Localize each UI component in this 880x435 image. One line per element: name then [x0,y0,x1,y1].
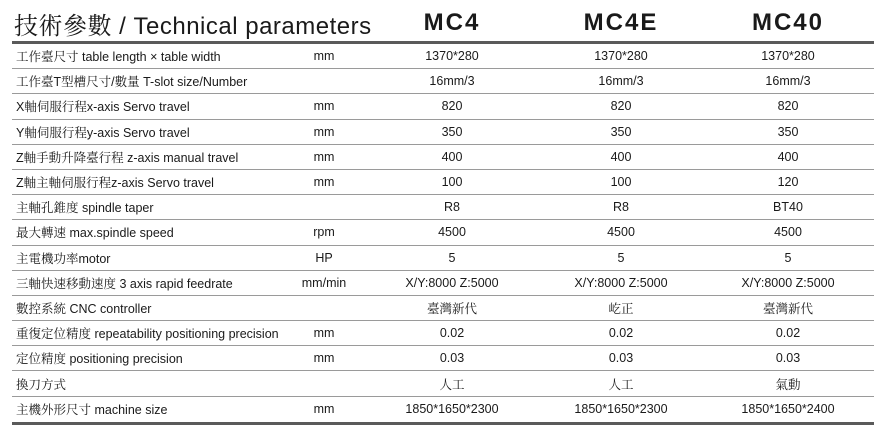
value-mc40: 5 [784,250,792,265]
value-mc4e: 4500 [607,225,635,240]
param-unit: mm [313,402,335,417]
value-mc40: 氣動 [775,377,801,392]
value-mc4: 820 [441,99,463,114]
value-mc4e: 1370*280 [594,49,648,64]
value-mc4e: 屹正 [608,301,634,316]
param-name: 主電機功率motor [16,251,111,266]
value-mc40: 120 [777,175,799,190]
table-row [12,397,874,422]
value-mc40: 0.03 [775,351,801,366]
page-title: 技術參數 / Technical parameters [14,13,372,40]
value-mc4: 1850*1650*2300 [405,402,499,417]
param-name: Z軸主軸伺服行程z-axis Servo travel [16,176,214,191]
value-mc4e: 人工 [608,377,634,392]
param-name: 工作臺T型槽尺寸/數量 T-slot size/Number [16,75,248,90]
value-mc4: 0.02 [439,326,465,341]
value-mc40: 4500 [774,225,802,240]
header [0,0,880,40]
value-mc4: 350 [441,124,463,139]
param-unit: mm [313,351,335,366]
param-name: 換刀方式 [16,377,67,392]
table-row [12,195,874,220]
table-row [12,371,874,396]
value-mc40: 820 [777,99,799,114]
value-mc4: R8 [444,200,460,215]
table-row [12,246,874,271]
param-unit: HP [315,250,333,265]
model-header-1: MC4 [423,9,481,36]
value-mc4e: 5 [617,250,625,265]
value-mc4e: 16mm/3 [598,74,644,89]
value-mc40: 臺灣新代 [762,301,813,316]
table-row [12,120,874,145]
param-unit [274,195,374,219]
value-mc40: X/Y:8000 Z:5000 [741,275,835,290]
param-unit: mm [313,175,335,190]
param-name: Z軸手動升降臺行程 z-axis manual travel [16,150,239,165]
param-name: 三軸快速移動速度 3 axis rapid feedrate [16,276,233,291]
param-name: 工作臺尺寸 table length × table width [16,50,221,65]
value-mc4: 400 [441,149,463,164]
table-row [12,94,874,119]
table-row [12,220,874,245]
table-row [12,170,874,195]
param-unit [274,69,374,93]
model-header-3: MC40 [751,9,825,36]
value-mc40: 16mm/3 [765,74,811,89]
value-mc40: BT40 [773,200,803,215]
param-unit: mm [313,326,335,341]
value-mc4e: 1850*1650*2300 [574,402,668,417]
value-mc4: 100 [441,175,463,190]
param-unit: mm/min [301,275,347,290]
table-row [12,69,874,94]
value-mc40: 350 [777,124,799,139]
param-name: 主機外形尺寸 machine size [16,403,168,418]
param-unit: mm [313,124,335,139]
value-mc4: 臺灣新代 [426,301,477,316]
value-mc4: X/Y:8000 Z:5000 [405,275,499,290]
table-row [12,44,874,69]
param-name: X軸伺服行程x-axis Servo travel [16,100,190,115]
value-mc4: 0.03 [439,351,465,366]
value-mc4e: X/Y:8000 Z:5000 [574,275,668,290]
table-row [12,346,874,371]
value-mc4e: R8 [613,200,629,215]
value-mc4: 4500 [438,225,466,240]
param-name: 最大轉速 max.spindle speed [16,226,174,241]
param-name: 重復定位精度 repeatability positioning precision [16,327,279,342]
value-mc4: 人工 [439,377,465,392]
param-unit [274,296,374,320]
value-mc4: 5 [448,250,456,265]
model-header-2: MC4E [583,9,659,36]
value-mc4e: 100 [610,175,632,190]
value-mc40: 400 [777,149,799,164]
value-mc4e: 0.03 [608,351,634,366]
table-row [12,296,874,321]
value-mc40: 0.02 [775,326,801,341]
param-unit: mm [313,49,335,64]
table-row [12,321,874,346]
param-name: 數控系統 CNC controller [16,301,152,316]
spec-table [12,41,874,425]
value-mc4: 16mm/3 [429,74,475,89]
table-row [12,145,874,170]
value-mc4: 1370*280 [425,49,479,64]
param-unit: mm [313,149,335,164]
param-name: 主軸孔錐度 spindle taper [16,201,154,216]
value-mc40: 1850*1650*2400 [741,402,835,417]
param-unit: mm [313,99,335,114]
value-mc4e: 820 [610,99,632,114]
table-row [12,271,874,296]
value-mc4e: 0.02 [608,326,634,341]
value-mc40: 1370*280 [761,49,815,64]
value-mc4e: 350 [610,124,632,139]
value-mc4e: 400 [610,149,632,164]
param-unit: rpm [313,225,335,240]
param-name: Y軸伺服行程y-axis Servo travel [16,125,190,140]
param-unit [274,371,374,395]
param-name: 定位精度 positioning precision [16,352,183,367]
